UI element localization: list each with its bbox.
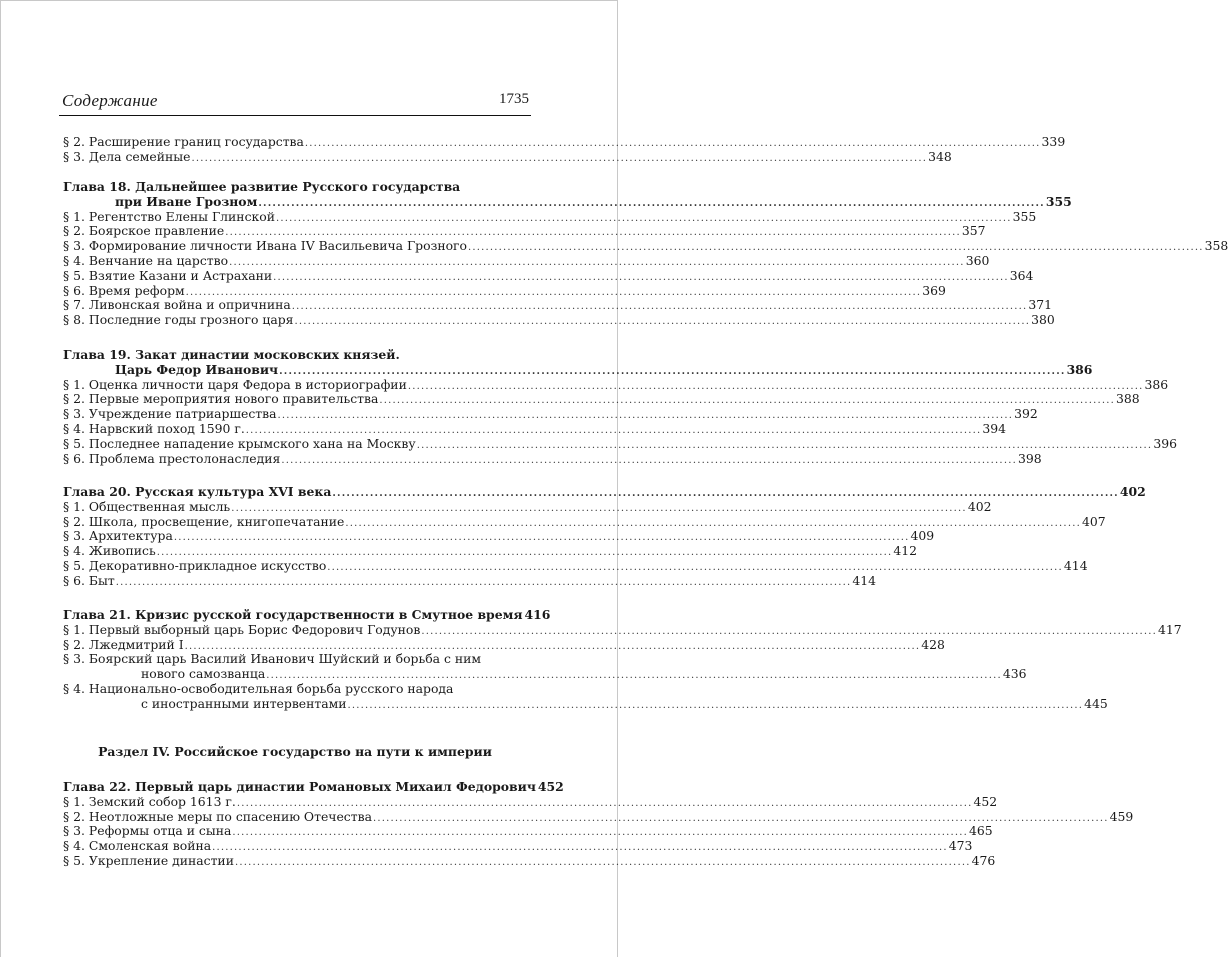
toc-entry-page: 358 — [1204, 238, 1228, 254]
toc-entry-page: 452 — [973, 793, 998, 809]
toc-entry-label: § 3. Формирование личности Ивана IV Васильевича Грозного — [63, 238, 467, 254]
toc-entry-label: § 7. Ливонская война и опричнина — [63, 297, 291, 313]
leader-dots — [332, 487, 1118, 502]
leader-dots — [408, 380, 1144, 395]
toc-entry[interactable] — [63, 148, 952, 165]
leader-dots — [468, 241, 1204, 256]
toc-entry-continuation[interactable] — [63, 695, 1108, 712]
leader-dots — [294, 315, 1030, 330]
chapter-title: Глава 18. Дальнейшее развитие Русского государства — [63, 179, 461, 194]
toc-entry-label: § 3. Учреждение патриаршества — [63, 406, 277, 422]
toc-entry-page: 396 — [1153, 435, 1177, 451]
header-title: Содержание — [62, 91, 158, 110]
toc-entry[interactable] — [63, 391, 1140, 407]
chapter-title-line[interactable] — [63, 484, 1146, 500]
chapter-title-line[interactable] — [63, 607, 551, 623]
toc-entry[interactable] — [63, 312, 1055, 328]
chapter-title: Глава 19. Закат династии московских князей. — [63, 347, 400, 362]
chapter-title-line[interactable] — [63, 180, 525, 195]
toc-entry-page: 476 — [971, 852, 996, 868]
toc-entry-page: 371 — [1028, 297, 1053, 313]
chapter-title: Глава 22. Первый царь династии Романовых Михаил Федорович — [63, 779, 536, 794]
leader-dots — [191, 152, 927, 167]
leader-dots — [273, 271, 1009, 286]
toc-chapter-20 — [63, 484, 1146, 589]
chapter-title-line[interactable] — [63, 348, 525, 363]
toc-entry-page: 473 — [948, 838, 973, 854]
leader-dots — [276, 212, 1012, 227]
toc-entry-label: § 3. Архитектура — [63, 528, 173, 544]
leader-dots — [327, 561, 1063, 576]
leader-dots — [174, 531, 910, 546]
toc-entry-label: § 5. Последнее нападение крымского хана на Москву — [63, 435, 416, 451]
leader-dots — [421, 625, 1157, 640]
toc-entry[interactable] — [63, 406, 1038, 422]
toc-entry-label-cont: нового самозванца — [141, 666, 266, 682]
toc-entry-page: 364 — [1009, 267, 1034, 283]
toc-entry-page: 339 — [1041, 134, 1066, 149]
toc-entry[interactable] — [63, 621, 1182, 638]
toc-entry-label-cont: с иностранными интервентами — [141, 695, 347, 711]
toc-entry[interactable] — [63, 267, 1034, 284]
toc-entry[interactable] — [63, 435, 1177, 452]
toc-chapter-18 — [63, 179, 1228, 328]
toc-entry[interactable] — [63, 252, 990, 269]
toc-entry-label: § 4. Смоленская война — [63, 838, 212, 854]
header-page-number: 1735 — [499, 91, 529, 107]
toc-entry-page: 409 — [910, 528, 935, 544]
toc-group-continued — [63, 134, 1066, 165]
toc-entry-page: 465 — [968, 823, 993, 839]
chapter-title: Глава 20. Русская культура XVI века — [63, 484, 332, 499]
leader-dots — [186, 286, 922, 301]
toc-entry[interactable] — [63, 376, 1169, 393]
chapter-title-cont: при Иване Грозном — [115, 193, 258, 209]
toc-entry[interactable] — [63, 557, 1088, 574]
toc-entry-label: § 3. Боярский царь Василий Иванович Шуйский и борьба с ним — [63, 651, 482, 667]
toc-entry-label: § 2. Боярское правление — [63, 223, 225, 239]
toc-entry-label: § 1. Регентство Елены Глинской — [63, 208, 275, 224]
running-header — [59, 89, 531, 116]
toc-entry-label: § 2. Лжедмитрий I — [63, 636, 184, 652]
toc-entry-label: § 2. Расширение границ государства — [63, 134, 304, 149]
toc-entry-label: § 1. Общественная мысль — [63, 498, 231, 514]
leader-dots — [258, 197, 1044, 212]
toc-entry-page: 369 — [922, 282, 946, 298]
toc-entry-label: § 2. Школа, просвещение, книгопечатание — [63, 513, 345, 529]
toc-entry-page: 414 — [852, 572, 876, 588]
chapter-title: Глава 21. Кризис русской государственности в Смутное время — [63, 607, 523, 622]
leader-dots — [235, 856, 971, 871]
toc-entry[interactable] — [63, 528, 935, 544]
toc-entry-label: § 8. Последние годы грозного царя — [63, 312, 294, 328]
toc-entry[interactable] — [63, 636, 945, 653]
toc-entry-label: § 1. Земский собор 1613 г. — [63, 793, 236, 809]
chapter-page: 355 — [1045, 193, 1072, 209]
toc-entry[interactable] — [63, 852, 996, 869]
toc-entry-page: 380 — [1031, 312, 1055, 328]
toc-entry-page: 357 — [961, 223, 986, 239]
toc-entry[interactable] — [63, 793, 998, 810]
toc-entry[interactable] — [63, 297, 1053, 313]
toc-entry-page: 394 — [982, 420, 1007, 436]
toc-entry-label: § 4. Живопись — [63, 543, 156, 559]
toc-entry-label: § 2. Неотложные меры по спасению Отечества — [63, 808, 372, 824]
toc-entry[interactable] — [63, 823, 993, 839]
toc-entry-label: § 5. Укрепление династии — [63, 852, 234, 868]
toc-entry[interactable] — [63, 513, 1106, 530]
toc-entry-label: § 1. Оценка личности царя Федора в историографии — [63, 376, 407, 392]
toc-entry-label: § 6. Время реформ — [63, 282, 185, 298]
leader-dots — [212, 841, 948, 856]
part-title[interactable]: Раздел IV. Российское государство на пути к империи — [98, 744, 492, 759]
toc-entry-label: § 4. Нарвский поход 1590 г. — [63, 420, 245, 436]
toc-entry-label: § 4. Венчание на царство — [63, 252, 229, 268]
toc-entry-page: 417 — [1157, 621, 1182, 637]
toc-entry[interactable] — [63, 282, 946, 299]
toc-chapter-21 — [63, 607, 1182, 712]
chapter-title-line[interactable] — [63, 779, 564, 795]
chapter-page: 386 — [1066, 361, 1093, 377]
leader-dots — [373, 812, 1109, 827]
chapter-page: 452 — [537, 779, 564, 794]
toc-entry-label: § 5. Взятие Казани и Астрахани — [63, 267, 273, 283]
leader-dots — [417, 439, 1153, 454]
leader-dots — [379, 394, 1115, 409]
toc-entry-page: 398 — [1017, 450, 1042, 466]
toc-entry-label: § 3. Реформы отца и сына — [63, 823, 232, 839]
toc-entry[interactable] — [63, 238, 1228, 254]
toc-entry-page: 436 — [1002, 666, 1027, 682]
toc-entry-label: § 1. Первый выборный царь Борис Федорович Годунов — [63, 621, 421, 637]
toc-chapter-22 — [63, 779, 1134, 869]
toc-entry[interactable] — [63, 134, 1066, 150]
leader-dots — [292, 300, 1028, 315]
toc-entry-label: § 6. Быт — [63, 572, 115, 588]
leader-dots — [281, 454, 1017, 469]
toc-entry[interactable] — [63, 450, 1042, 467]
toc-entry[interactable] — [63, 223, 986, 239]
toc-entry[interactable] — [63, 208, 1037, 225]
toc-entry-page: 386 — [1144, 376, 1169, 392]
toc-entry-label: § 5. Декоративно-прикладное искусство — [63, 557, 327, 573]
chapter-title-line[interactable] — [63, 361, 1093, 378]
toc-entry-label: § 4. Национально-освободительная борьба русского народа — [63, 680, 454, 696]
chapter-title-cont: Царь Федор Иванович — [115, 361, 279, 377]
toc-entry-page: 459 — [1109, 808, 1134, 824]
chapter-page: 416 — [524, 607, 551, 622]
toc-entry-label: § 2. Первые мероприятия нового правительства — [63, 391, 379, 407]
toc-entry-page: 428 — [921, 636, 945, 652]
toc-entry[interactable] — [63, 838, 973, 854]
toc-entry-page: 407 — [1081, 513, 1106, 529]
toc-entry-page: 392 — [1014, 406, 1038, 422]
toc-entry-page: 388 — [1116, 391, 1140, 407]
toc-entry[interactable] — [63, 652, 525, 667]
toc-entry-page: 445 — [1084, 695, 1108, 711]
toc-entry-label: § 3. Дела семейные — [63, 148, 191, 164]
toc-entry-label: § 6. Проблема престолонаследия — [63, 450, 281, 466]
toc-entry[interactable] — [63, 808, 1134, 825]
toc-entry-page: 355 — [1012, 208, 1037, 224]
toc-entry[interactable] — [63, 420, 1007, 437]
leader-dots — [232, 826, 968, 841]
leader-dots — [345, 517, 1081, 532]
toc-entry-page: 348 — [928, 148, 952, 164]
toc-entry[interactable] — [63, 543, 917, 559]
leader-dots — [229, 256, 965, 271]
toc-entry-page: 412 — [893, 543, 917, 559]
toc-entry[interactable] — [63, 572, 876, 589]
toc-entry[interactable] — [63, 498, 992, 515]
toc-entry[interactable] — [63, 682, 525, 697]
toc-entry-page: 402 — [967, 498, 992, 514]
leader-dots — [277, 409, 1013, 424]
toc-entry-page: 414 — [1063, 557, 1088, 573]
leader-dots — [348, 699, 1084, 714]
toc-chapter-19 — [63, 347, 1177, 466]
chapter-title-line[interactable] — [63, 193, 1072, 210]
chapter-page: 402 — [1119, 484, 1146, 499]
toc-entry-continuation[interactable] — [63, 666, 1027, 682]
toc-entry-page: 360 — [965, 252, 990, 268]
leader-dots — [116, 576, 852, 591]
